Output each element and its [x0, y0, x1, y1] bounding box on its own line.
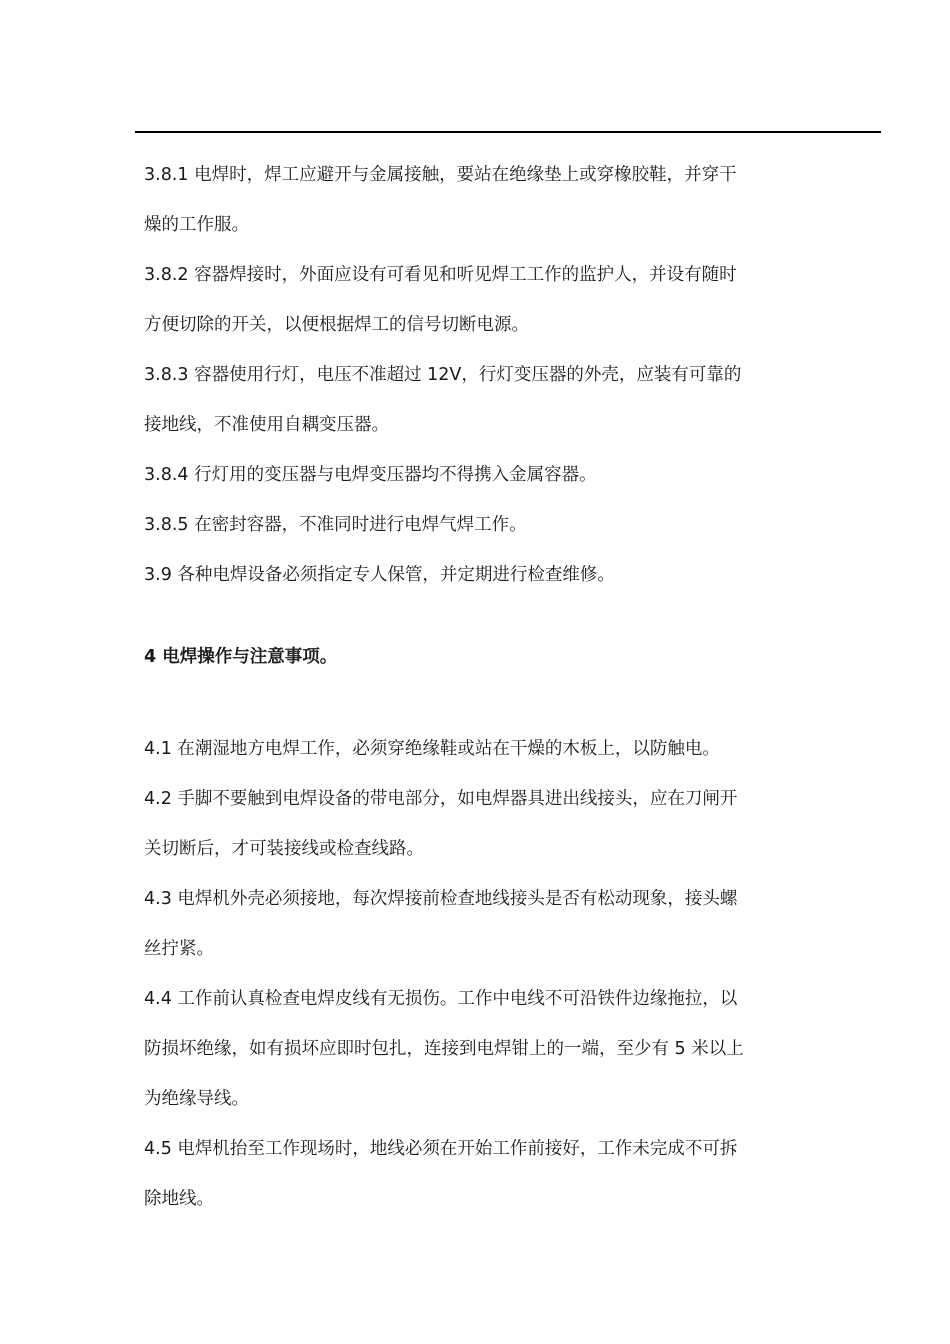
text-line: 丝拧紧。 [144, 939, 214, 959]
text-line: 4.4 工作前认真检查电焊皮线有无损伤。工作中电线不可沿铁件边缘拖拉，以 [144, 989, 738, 1009]
text-line: 4.1 在潮湿地方电焊工作，必须穿绝缘鞋或站在干燥的木板上，以防触电。 [144, 739, 720, 759]
paragraph-4-3 [144, 874, 824, 974]
spacer [144, 600, 824, 632]
text-line: 4.5 电焊机抬至工作现场时，地线必须在开始工作前接好，工作未完成不可拆 [144, 1139, 738, 1159]
text-line: 燥的工作服。 [144, 215, 249, 235]
paragraph-4-4 [144, 974, 824, 1124]
text-line: 防损坏绝缘，如有损坏应即时包扎，连接到电焊钳上的一端，至少有 5 米以上 [144, 1039, 744, 1059]
text-line: 关切断后，才可装接线或检查线路。 [144, 839, 424, 859]
spacer [144, 682, 824, 724]
paragraph-4-1 [144, 724, 824, 774]
text-line: 3.8.3 容器使用行灯，电压不准超过 12V，行灯变压器的外壳，应装有可靠的 [144, 365, 742, 385]
paragraph-3-8-4 [144, 450, 824, 500]
paragraph-3-8-5 [144, 500, 824, 550]
paragraph-3-8-2 [144, 250, 824, 350]
text-line: 方便切除的开关，以便根据焊工的信号切断电源。 [144, 315, 529, 335]
text-line: 3.8.1 电焊时，焊工应避开与金属接触，要站在绝缘垫上或穿橡胶鞋，并穿干 [144, 165, 737, 185]
paragraph-3-8-1 [144, 150, 824, 250]
text-line: 4.2 手脚不要触到电焊设备的带电部分，如电焊器具进出线接头，应在刀闸开 [144, 789, 738, 809]
text-line: 3.8.5 在密封容器，不准同时进行电焊气焊工作。 [144, 515, 527, 535]
paragraph-4-5 [144, 1124, 824, 1224]
text-line: 接地线，不准使用自耦变压器。 [144, 415, 389, 435]
text-line: 除地线。 [144, 1189, 214, 1209]
text-line: 4.3 电焊机外壳必须接地，每次焊接前检查地线接头是否有松动现象，接头螺 [144, 889, 738, 909]
header-rule [135, 131, 881, 133]
text-line: 3.8.2 容器焊接时，外面应设有可看见和听见焊工工作的监护人，并设有随时 [144, 265, 737, 285]
text-line: 为绝缘导线。 [144, 1089, 249, 1109]
section-heading: 4 电焊操作与注意事项。 [144, 647, 338, 667]
paragraph-3-9 [144, 550, 824, 600]
document-body [144, 150, 824, 1224]
paragraph-3-8-3 [144, 350, 824, 450]
text-line: 3.8.4 行灯用的变压器与电焊变压器均不得携入金属容器。 [144, 465, 597, 485]
paragraph-4-2 [144, 774, 824, 874]
text-line: 3.9 各种电焊设备必须指定专人保管，并定期进行检查维修。 [144, 565, 615, 585]
